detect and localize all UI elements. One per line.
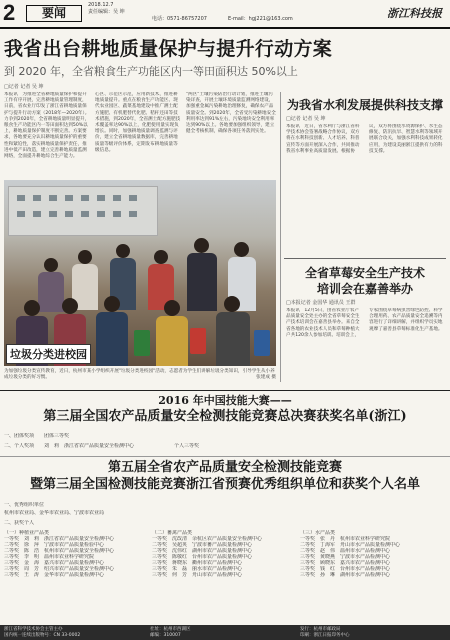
award-row: 三等奖 顾晓东 嘉兴市农产品检测中心 bbox=[300, 560, 391, 566]
page-header bbox=[0, 0, 450, 26]
column-divider bbox=[280, 92, 281, 382]
photo-caption: 为加强垃圾分类宣传教育，近日，杭州市某小学组织开展"垃圾分类进校园"活动，志愿者为学生们讲解垃圾分类知识，引导学生从小养成垃圾分类的好习惯。 张建成 摄 bbox=[4, 369, 276, 380]
right-headline-2b: 培训会在嘉善举办 bbox=[316, 282, 413, 296]
footer-issn: 国内统一连续出版物号：CN 33-0002 bbox=[4, 633, 81, 638]
award-row: 二等奖 徐 萍 宁波市农产品质量检验中心 bbox=[4, 542, 105, 548]
section-label: 要闻 bbox=[26, 5, 82, 22]
page-footer bbox=[0, 625, 450, 640]
award-row: 一等奖 刘 莉 浙江省农产品质量安全检测中心 bbox=[4, 536, 115, 542]
award-row: 三等奖 王 涛 金华市农产品质量检测中心 bbox=[4, 572, 105, 578]
lead-byline: □记者 记者 吴 坤 bbox=[4, 84, 44, 90]
section-rule bbox=[0, 390, 450, 391]
award2-title-2: 暨第三届全国检测技能竞赛浙江省预赛优秀组织单位和获奖个人名单 bbox=[29, 477, 420, 492]
award-column-head: （三）水产品类 bbox=[300, 530, 336, 536]
award-row: 三等奖 孙 琳 湖州市水产品检测中心 bbox=[300, 572, 391, 578]
award-row: 三等奖 黄晓燕 宁波市水产品检测中心 bbox=[300, 554, 391, 560]
award-column-1 bbox=[4, 530, 148, 622]
right-byline-1: □记者 记者 吴 坤 bbox=[286, 116, 326, 122]
award1-title-1: 2016 年中国技能大赛—— bbox=[158, 394, 292, 407]
award2-line-3: 二、获奖个人 bbox=[4, 520, 35, 526]
lead-column-1: 本报讯 为推进全省耕地质量保护和提升工作有序开展，完善耕地质量管理制度，日前，省农业厅印发了浙江省耕地质量保护与提升行动方案（2018年—2020年）。力争到2020年，全省耕地质量明显提升，粮食生产功能区内一等田面积达到50%以上，耕地质量保护制度不断完善。方案要求，各地要充分认识耕地质量保护的重要性和紧迫性，落实耕地质量保护责任，推进中低产田改造，建立完善耕地质量监测网络，全面提升耕地综合生产能力。 bbox=[4, 92, 90, 160]
phone: 电话：0571-86757207 bbox=[152, 16, 207, 22]
lead-subhead: 到 2020 年，全省粮食生产功能区内一等田面积达 50%以上 bbox=[4, 65, 298, 78]
award-row: 三等奖 陈敬红 台州市农产品质量检测中心 bbox=[152, 554, 253, 560]
right-divider bbox=[284, 258, 446, 259]
award-row: 三等奖 钱 红 台州市水产品检测中心 bbox=[300, 566, 391, 572]
award-row: 二等奖 丁海军 舟山市水产品质量检测中心 bbox=[300, 542, 401, 548]
award-row: 三等奖 朱 磊 丽水市农产品检测中心 bbox=[152, 566, 243, 572]
red-bin-icon bbox=[190, 328, 206, 354]
award-row: 二等奖 吴超英 宁波市畜产品质量检测中心 bbox=[152, 542, 253, 548]
footer-printer: 印刷：浙江日报印务中心 bbox=[300, 633, 350, 638]
news-photo bbox=[4, 180, 276, 366]
award1-line-1: 一、团体奖项 团体三等奖 bbox=[4, 433, 70, 439]
school-building bbox=[8, 186, 158, 236]
right-article-1: 本报讯 近日，省水利厅与浙江省科学技术协会签署战略合作协议，双方将在水利科技创新、人才培养、科普宣传等方面开展深入合作，共同推动我省水利事业高质量发展。根据协议，双方将围绕水资源保护、水生态修复、防汛抗旱、智慧水利等领域开展联合攻关，加强水利科技成果转化应用，为建设美丽浙江提供有力的科技支撑。 bbox=[286, 124, 443, 154]
editor: 责任编辑：吴 坤 bbox=[88, 9, 125, 15]
photo-credit: 张建成 摄 bbox=[256, 375, 276, 380]
award2-line-1: 一、优秀组织单位 bbox=[4, 502, 45, 508]
issue-date: 2018.12.7 bbox=[88, 2, 114, 8]
award1-line-2: 二、个人奖项 刘 莉 浙江省农产品质量安全检测中心 个人三等奖 bbox=[4, 443, 200, 449]
award-row: 三等奖 金 海 嘉兴市农产品质量检测中心 bbox=[4, 560, 105, 566]
award-row: 三等奖 周 芳 绍兴市农产品质量安全检测中心 bbox=[4, 566, 115, 572]
photo-label: 垃圾分类进校园 bbox=[6, 344, 91, 364]
award-row: 二等奖 陈 浩 杭州市农产品质量安全检测中心 bbox=[4, 548, 115, 554]
award-row: 二等奖 赵 伟 温州市水产品检测中心 bbox=[300, 548, 391, 554]
award-row: 一等奖 张 丹 杭州市农业科学研究院 bbox=[300, 536, 391, 542]
award-column-head: （二）畜禽产品类 bbox=[152, 530, 193, 536]
award-divider bbox=[0, 456, 450, 457]
lead-column-3: "两区"土壤污染防治行动计划，推进土壤污染详查，开展土壤环境质量监测网络建设，加强重金属污染耕地治理修复，确保农产品质量安全。到2020年，全省受污染耕地安全利用率达到91%左右，污染地块安全利用率达到90%以上。各地要加强组织领导，建立健全考核机制，确保各项任务落到实处。 bbox=[186, 92, 276, 135]
right-headline-2a: 全省草莓安全生产技术 bbox=[304, 266, 425, 280]
award2-title-1: 第五届全省农产品质量安全检测技能竞赛 bbox=[107, 460, 342, 475]
award-row: 三等奖 蒋晓东 衢州市农产品检测中心 bbox=[152, 560, 243, 566]
newspaper-name: 浙江科技报 bbox=[387, 7, 442, 20]
blue-bin-icon bbox=[254, 330, 270, 356]
award-column-2 bbox=[152, 530, 296, 622]
footer-distribution: 发行：杭州市邮政局 bbox=[300, 627, 341, 632]
award-row: 二等奖 沈伟红 湖州市农产品质量检测中心 bbox=[152, 548, 253, 554]
award-row: 一等奖 沈改清 余杭区农产品质量安全检测中心 bbox=[152, 536, 263, 542]
right-article-2: 本报讯 12月5日，由省农业厅农产品质量安全处主办的全省草莓安全生产技术培训会在嘉善县举办。来自全省各地的农业技术人员和草莓种植大户共120余人参加培训。培训会上，专家围绕草莓病虫害绿色防控、科学合理用药、农产品质量安全追溯等内容进行了详细讲解，并组织学员实地观摩了嘉善县草莓标准化生产基地。 bbox=[286, 308, 443, 338]
award-column-head: （一）种植业产品类 bbox=[4, 530, 50, 536]
lead-column-2: 心区、示范区示范，应用新技术，推进耕地质量提升。重点在粮食生产功能区、现代农业园区、蔬菜基地建设中推广测土配方施肥、有机肥替代化肥、秸秆还田等技术措施，到2020年，全省测土配方施肥技术覆盖率达90%以上，化肥使用量实现负增长。同时，加强耕地质量调查监测与评价，建立全省耕地质量数据库，完善耕地质量等级评价体系，定期发布耕地质量等级信息。 bbox=[95, 92, 181, 153]
footer-postcode: 邮编：310007 bbox=[150, 633, 181, 638]
lead-headline: 我省出台耕地质量保护与提升行动方案 bbox=[4, 38, 333, 60]
award-row: 三等奖 李 明 温州市农业科学研究院 bbox=[4, 554, 95, 560]
award2-line-2: 杭州市农业局、金华市农业局、宁波市农业局 bbox=[4, 510, 105, 516]
award-column-3 bbox=[300, 530, 446, 622]
right-byline-2: □本报记者 金国华 通讯员 王群 bbox=[286, 300, 356, 306]
right-headline-1: 为我省水利发展提供科技支撑 bbox=[286, 98, 443, 112]
award1-title-2: 第三届全国农产品质量安全检测技能竞赛总决赛获奖名单(浙江) bbox=[43, 409, 407, 424]
award-row: 三等奖 何 芳 舟山市农产品检测中心 bbox=[152, 572, 243, 578]
green-bin-icon bbox=[134, 330, 150, 356]
header-rule bbox=[0, 27, 450, 29]
email: E-mail：hgj221@163.com bbox=[228, 16, 293, 22]
page-number: 2 bbox=[3, 0, 16, 25]
footer-address: 社址：杭州市西湖区 bbox=[150, 627, 191, 632]
footer-publisher: 浙江省科学技术协会主管主办 bbox=[4, 627, 63, 632]
